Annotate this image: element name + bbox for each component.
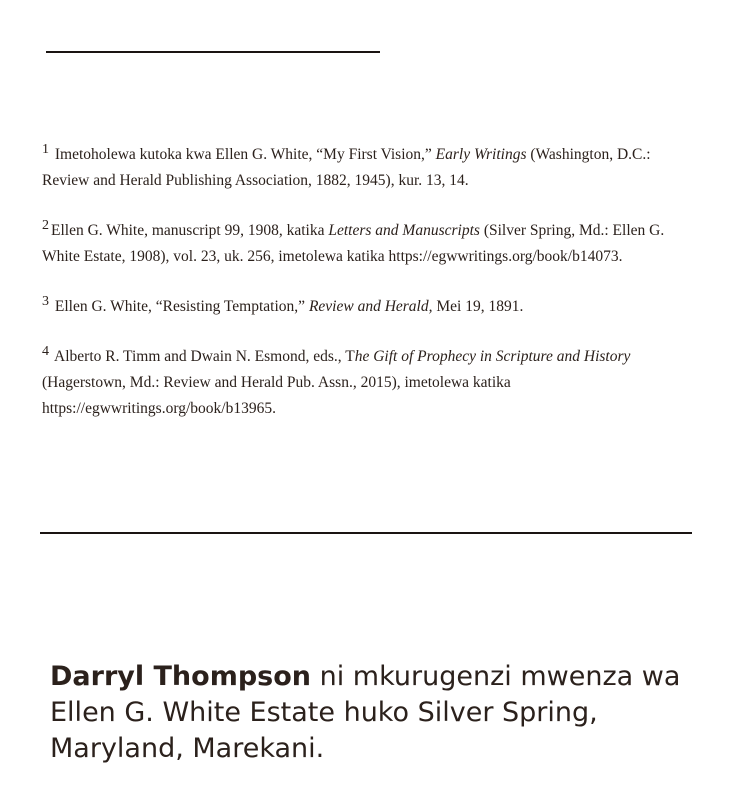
footnote-text: Imetoholewa kutoka kwa Ellen G. White, “My First Vision,” <box>54 146 436 163</box>
footnote-text: (Silver Spring, Md.: Ellen G. White Estate, 1908), vol. 23, uk. 256, imetolewa katika https://egwwritings.org/book/b14073. <box>42 222 665 265</box>
author-name: Darryl Thompson <box>50 661 312 692</box>
footnote-text: Ellen G. White, manuscript 99, 1908, katika <box>51 222 329 239</box>
author-bio <box>50 659 720 767</box>
footnote-number: 3 <box>42 294 49 309</box>
footnote-text: Mei 19, 1891. <box>432 298 524 315</box>
footnote-title: he Gift of Prophecy in Scripture and History <box>354 348 631 365</box>
author-bio-text: ni mkurugenzi mwenza wa Ellen G. White Estate huko Silver Spring, Maryland, Marekani. <box>50 661 681 764</box>
footnote-number: 2 <box>42 218 49 233</box>
footnote-text: Ellen G. White, “Resisting Temptation,” <box>54 298 309 315</box>
bottom-divider <box>40 532 692 534</box>
footnote-title: Review and Herald, <box>308 298 433 315</box>
footnote-3 <box>42 294 694 320</box>
footnote-number: 4 <box>42 344 49 359</box>
footnote-number: 1 <box>42 142 49 157</box>
footnote-title: Letters and Manuscripts <box>328 222 480 239</box>
footnote-title: Early Writings <box>435 146 527 163</box>
footnote-text: (Hagerstown, Md.: Review and Herald Pub. Assn., 2015), imetolewa katika https://egwwritings.org/book/b13965. <box>42 374 511 417</box>
footnote-text: Alberto R. Timm and Dwain N. Esmond, eds., T <box>54 348 355 365</box>
footnotes-section <box>42 142 694 446</box>
footnote-text: (Washington, D.C.: Review and Herald Publishing Association, 1882, 1945), kur. 13, 14. <box>42 146 651 189</box>
footnote-2 <box>42 218 694 270</box>
footnote-4 <box>42 344 694 422</box>
footnote-1 <box>42 142 694 194</box>
top-divider <box>46 51 380 53</box>
